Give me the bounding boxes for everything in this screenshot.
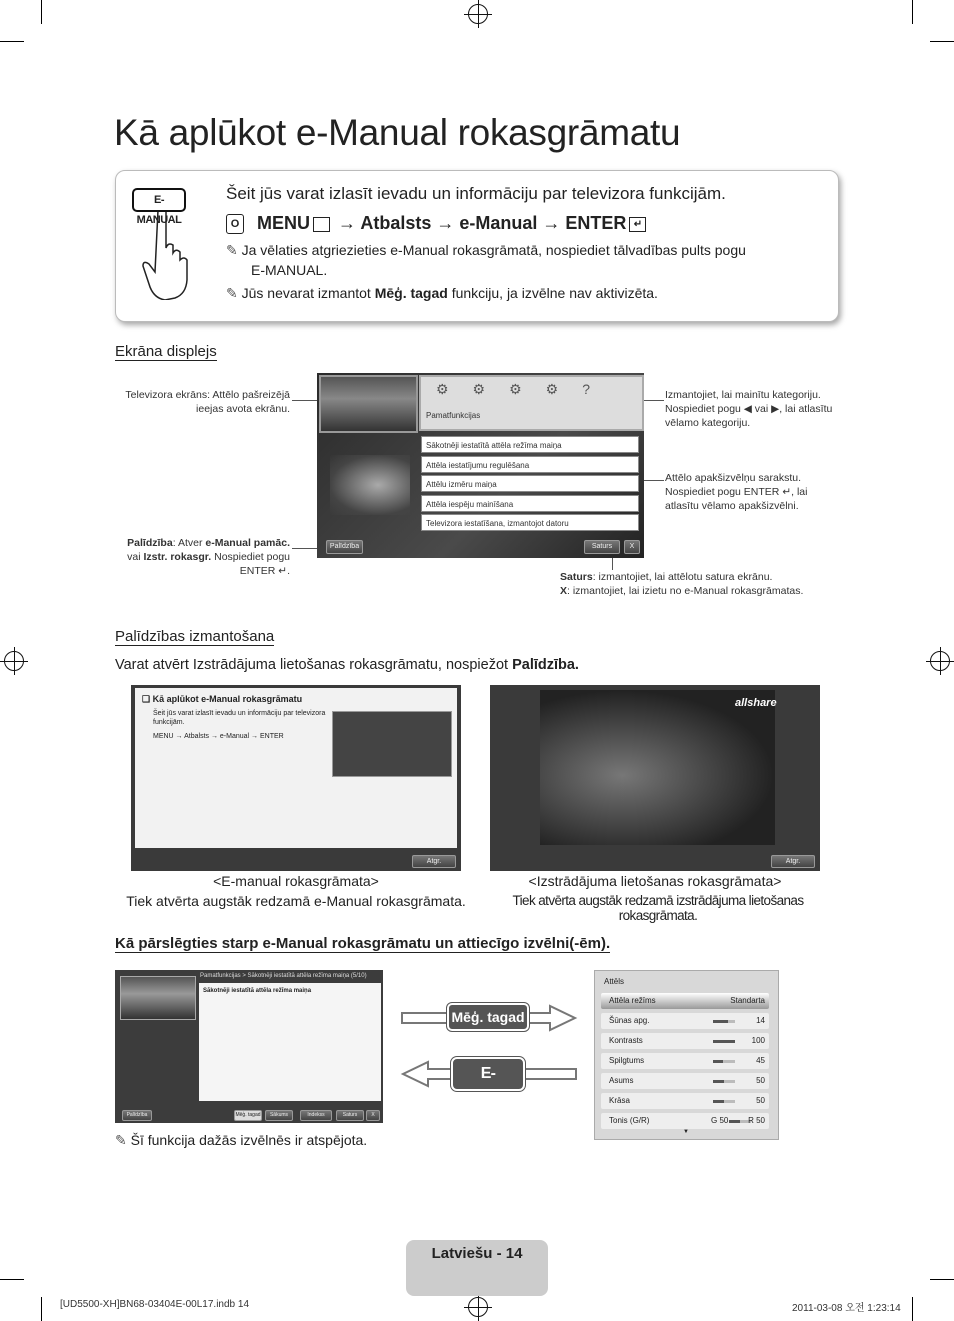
callout-text: : izmantojiet, lai izietu no e-Manual rokasgrāmatas.: [567, 585, 804, 597]
emanual-button-icon: E-MANUAL: [132, 188, 186, 212]
crop-mark: [0, 41, 24, 42]
caption-product-desc: Tiek atvērta augstāk redzamā izstrādājuma lietošanas rokasgrāmata.: [512, 893, 804, 923]
page-number: Latviešu - 14: [431, 1245, 523, 1262]
content-button[interactable]: Saturs: [336, 1110, 364, 1121]
callout-submenu: Attēlo apakšizvēlņu sarakstu. Nospiediet pogu ENTER ↵, lai atlasītu vēlamo apakšizvēlni.: [665, 472, 808, 512]
close-button[interactable]: X: [624, 540, 640, 554]
crop-mark: [912, 1297, 913, 1321]
section-heading: Palīdzības izmantošana: [115, 628, 275, 645]
callout-text: Nospiediet pogu ENTER: [211, 551, 290, 577]
note-emanual: E-MANUAL: [251, 262, 324, 278]
enter-label: ENTER: [565, 213, 627, 233]
settings-label: Krāsa: [609, 1096, 630, 1105]
mini-screen: [332, 711, 452, 777]
scroll-down-icon[interactable]: ▼: [683, 1129, 689, 1135]
settings-label: Tonis (G/R): [609, 1116, 650, 1125]
callout-text: : Atver: [172, 537, 206, 549]
connector-line: [292, 400, 318, 401]
category-label: Pamatfunkcijas: [426, 411, 481, 420]
submenu-item[interactable]: Attēla iestatījumu regulēšana: [421, 456, 639, 473]
file-info: [UD5500-XH]BN68-03404E-00L17.indb 14: [60, 1299, 250, 1310]
settings-label: Šūnas apg.: [609, 1016, 650, 1025]
help-intro: [115, 657, 579, 673]
settings-row[interactable]: [601, 1013, 769, 1029]
connector-line: [292, 548, 318, 549]
section-heading: Kā pārslēgties starp e-Manual rokasgrāmatu un attiecīgo izvēlni(-ēm).: [115, 935, 611, 952]
connector-line: [612, 556, 613, 570]
note-return: [226, 240, 816, 280]
settings-label: Attēla režīms: [609, 996, 656, 1005]
page-title: Kā aplūkot e-Manual rokasgrāmatu: [114, 112, 681, 153]
home-button[interactable]: Sākums: [265, 1110, 293, 1121]
menu-path-mid: → Atbalsts → e-Manual →: [333, 213, 566, 233]
settings-value: 50: [756, 1096, 765, 1105]
level-bar: [713, 1020, 735, 1023]
settings-row[interactable]: [601, 1073, 769, 1089]
help-button[interactable]: Palīdzība: [326, 540, 363, 554]
settings-row[interactable]: [601, 1053, 769, 1069]
level-bar: [713, 1040, 735, 1043]
help-button[interactable]: Palīdzība: [122, 1110, 152, 1121]
settings-value: 100: [751, 1036, 765, 1045]
submenu-item[interactable]: Televizora iestatīšana, izmantojot datoru: [421, 514, 639, 531]
callout-help: Palīdzība: Atver e-Manual pamāc. vai Izstr. rokasgr. Nospiediet pogu ENTER ↵.: [127, 537, 290, 577]
callout-bold: X: [560, 585, 568, 597]
breadcrumb: Pamatfunkcijas > Sākotnēji iestatītā attēla režīma maiņa (5/10): [200, 973, 367, 979]
settings-row[interactable]: [601, 993, 769, 1009]
help-intro-bold: Palīdzība.: [512, 657, 579, 673]
allshare-screen: [540, 690, 775, 845]
back-button[interactable]: Atgr.: [771, 855, 815, 868]
settings-label: Kontrasts: [609, 1036, 643, 1045]
note-text: funkciju, ja izvēlne nav aktivizēta.: [447, 285, 658, 301]
try-now-button[interactable]: Mēģ. tagad: [447, 1003, 529, 1031]
enter-icon: ↵: [629, 217, 646, 232]
pencil-note-icon: ✎: [115, 1132, 127, 1148]
callout-tv: Televizora ekrāns: Attēlo pašreizējā ieejas avota ekrānu.: [125, 389, 290, 415]
level-bar: [713, 1080, 735, 1083]
crop-mark: [41, 1297, 42, 1321]
decorative-graphic: [330, 455, 410, 515]
submenu-item[interactable]: Sākotnēji iestatītā attēla režīma maiņa: [421, 436, 639, 453]
screen-title: ❑ Kā aplūkot e-Manual rokasgrāmatu: [142, 694, 303, 704]
pencil-note-icon: ✎: [226, 285, 238, 301]
close-button[interactable]: X: [366, 1110, 380, 1121]
callout-bold: Izstr. rokasgr.: [143, 551, 212, 563]
try-now-button[interactable]: Mēģ. tagad: [234, 1110, 262, 1121]
callout-bold: Palīdzība: [127, 537, 173, 549]
settings-title: Attēls: [604, 977, 625, 986]
crop-mark: [0, 1279, 24, 1280]
intro-menu-path: [226, 213, 646, 234]
intro-line: Šeit jūs varat izlasīt ievadu un informāciju par televizora funkcijām.: [226, 184, 726, 203]
settings-value: 50: [756, 1076, 765, 1085]
note-text: Jūs nevarat izmantot: [241, 285, 375, 301]
crop-mark: [930, 1279, 954, 1280]
registration-mark-icon: [4, 651, 24, 671]
note-try-now: [226, 285, 658, 302]
tv-preview: [319, 375, 418, 433]
pencil-note-icon: ✎: [226, 242, 238, 258]
callout-bold: e-Manual pamāc.: [205, 537, 290, 549]
caption-emanual-desc: Tiek atvērta augstāk redzamā e-Manual rokasgrāmata.: [126, 893, 466, 909]
callout-text: Attēlo apakšizvēlņu sarakstu. Nospiediet pogu ENTER: [665, 472, 801, 498]
registration-mark-icon: [468, 1297, 488, 1317]
settings-label: Spilgtums: [609, 1056, 645, 1065]
callout-text: , lai atlasītu vēlamo apakšizvēlni.: [665, 486, 808, 512]
settings-row[interactable]: [601, 1093, 769, 1109]
settings-value: 45: [756, 1056, 765, 1065]
settings-row[interactable]: [601, 1033, 769, 1049]
submenu-item[interactable]: Attēla iespēju mainīšana: [421, 495, 639, 512]
screen-title-text: Kā aplūkot e-Manual rokasgrāmatu: [152, 694, 303, 704]
menu-label: MENU: [257, 213, 311, 233]
callout-text: vai: [127, 551, 144, 563]
content-button[interactable]: Saturs: [584, 540, 620, 554]
submenu-item[interactable]: Attēlu izmēru maiņa: [421, 475, 639, 492]
index-button[interactable]: Indekss: [300, 1110, 332, 1121]
back-button[interactable]: Atgr.: [412, 855, 456, 868]
crop-mark: [930, 41, 954, 42]
category-icons[interactable]: ⚙⚙⚙⚙?: [436, 381, 614, 397]
remote-icon: O: [226, 214, 244, 234]
callout-text: : izmantojiet, lai attēlotu satura ekrānu.: [592, 571, 773, 583]
callout-bold: Saturs: [560, 571, 593, 583]
note-text: Ja vēlaties atgriezieties e-Manual rokasgrāmatā, nospiediet tālvadības pults pogu: [241, 242, 746, 258]
settings-label: Asums: [609, 1076, 634, 1085]
settings-value: G 50: [711, 1116, 729, 1125]
emanual-button[interactable]: E-MANUAL: [451, 1057, 525, 1091]
connector-line: [642, 480, 664, 481]
page-heading: Sākotnēji iestatītā attēla režīma maiņa: [203, 988, 312, 994]
menu-icon: [313, 217, 330, 232]
level-bar: [713, 1060, 735, 1063]
crop-mark: [912, 0, 913, 24]
registration-mark-icon: [930, 651, 950, 671]
settings-value: R 50: [748, 1116, 765, 1125]
level-bar: [713, 1100, 735, 1103]
page-content: [199, 983, 381, 1101]
connector-line: [642, 400, 664, 401]
caption-emanual: <E-manual rokasgrāmata>: [213, 873, 379, 889]
registration-mark-icon: [468, 4, 488, 24]
help-intro-text: Varat atvērt Izstrādājuma lietošanas rokasgrāmatu, nospiežot: [115, 657, 513, 673]
caption-product-manual: <Izstrādājuma lietošanas rokasgrāmata>: [528, 873, 782, 889]
settings-value: 14: [756, 1016, 765, 1025]
settings-value: Standarta: [730, 996, 765, 1005]
settings-row[interactable]: [601, 1113, 769, 1129]
tv-preview: [120, 976, 196, 1020]
screen-path: MENU → Atbalsts → e-Manual → ENTER: [153, 733, 284, 740]
note-bold: Mēģ. tagad: [374, 285, 448, 301]
date-info: 2011-03-08 오전 1:23:14: [792, 1303, 901, 1314]
note-period: .: [323, 262, 328, 278]
section-heading: Ekrāna displejs: [115, 343, 217, 360]
allshare-logo: allshare: [735, 697, 777, 709]
callout-content: [560, 570, 840, 598]
screen-text: Šeit jūs varat izlasīt ievadu un informāciju par televizora funkcijām.: [153, 710, 326, 726]
callout-category: Izmantojiet, lai mainītu kategoriju. Nospiediet pogu ◀ vai ▶, lai atlasītu vēlamo kategoriju.: [665, 389, 833, 429]
crop-mark: [41, 0, 42, 24]
feature-note: [115, 1132, 367, 1149]
feature-note-text: Šī funkcija dažās izvēlnēs ir atspējota.: [130, 1132, 368, 1148]
